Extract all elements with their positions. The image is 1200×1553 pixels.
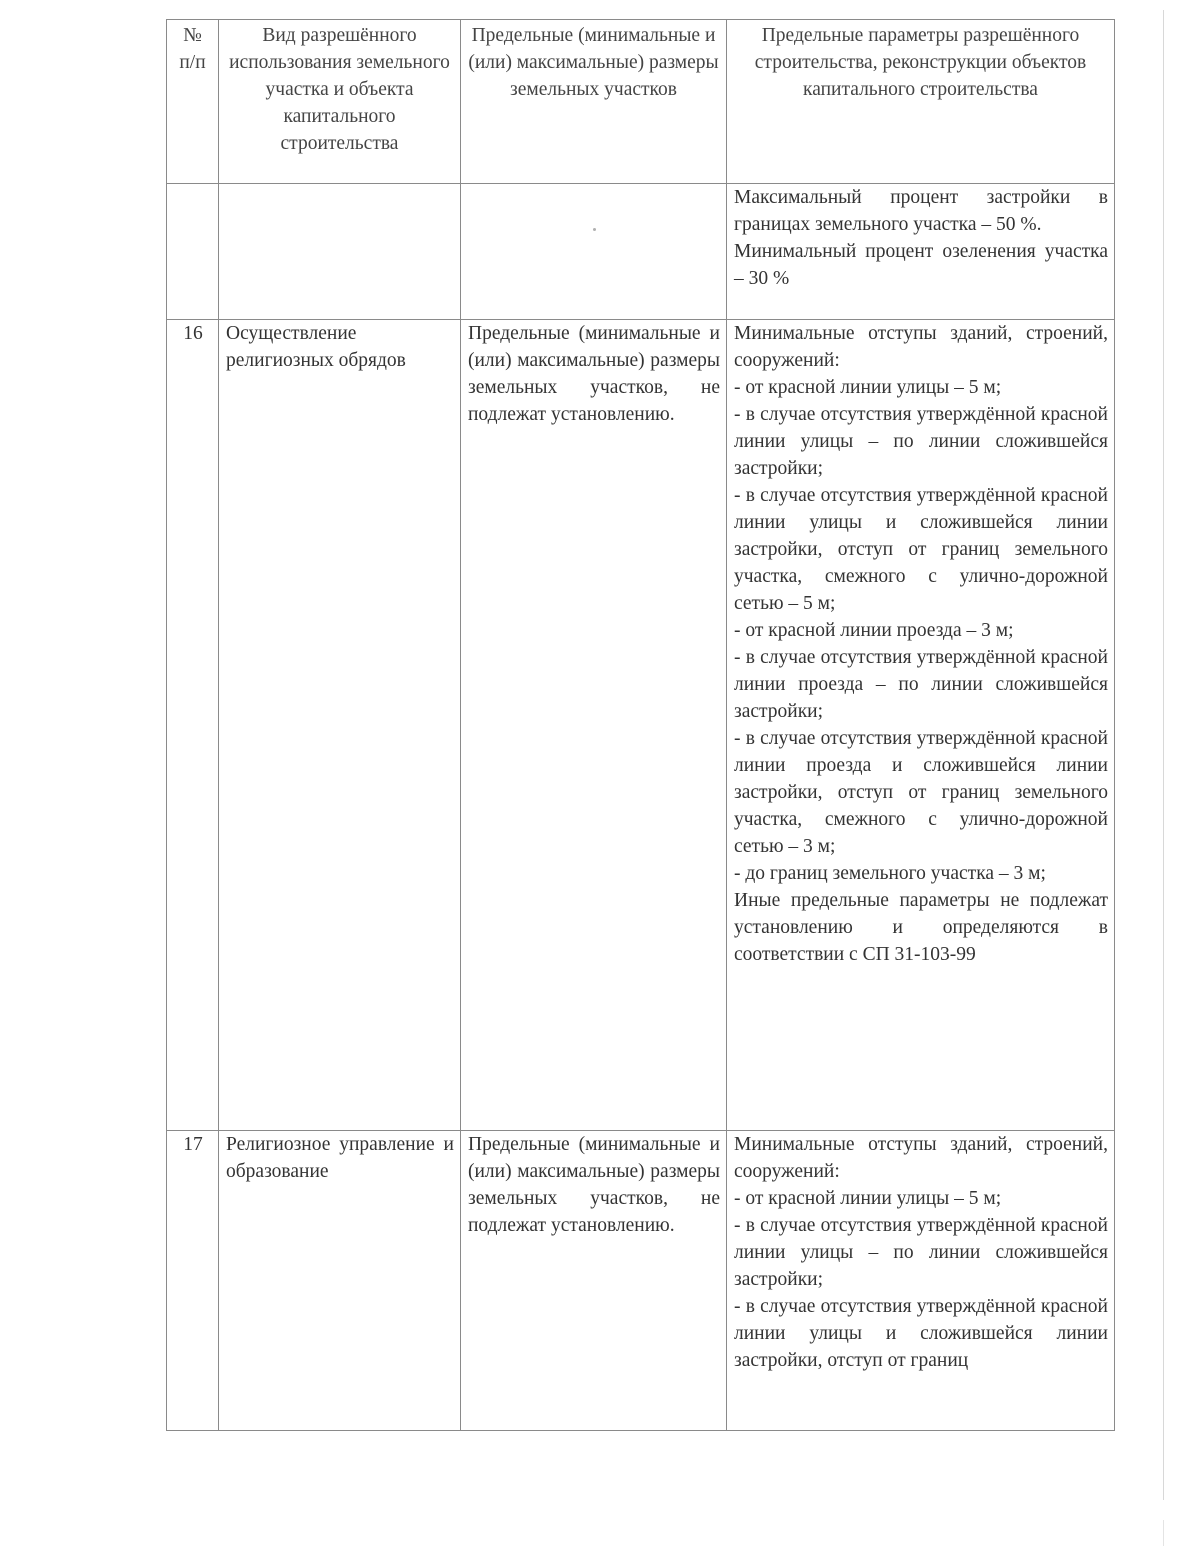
param-line: - от красной линии улицы – 5 м; bbox=[734, 377, 1002, 398]
cell-params bbox=[727, 1131, 1115, 1431]
regulations-table bbox=[166, 19, 1115, 1431]
header-num: № п/п bbox=[167, 20, 219, 184]
param-line: Минимальные отступы зданий, строений, сооружений: bbox=[734, 323, 1108, 371]
header-plot-sizes: Предельные (минимальные и (или) максимальные) размеры земельных участков bbox=[461, 20, 727, 184]
cell-use-type: Религиозное управление и образование bbox=[219, 1131, 461, 1431]
param-line: - в случае отсутствия утверждённой красной линии улицы – по линии сложившейся застройки; bbox=[734, 1215, 1108, 1290]
param-line: Максимальный процент застройки в границах земельного участка – 50 %. bbox=[734, 187, 1108, 235]
scan-edge-line bbox=[1163, 1520, 1164, 1546]
scan-edge-line bbox=[1163, 10, 1164, 1500]
table-header-row bbox=[167, 20, 1115, 184]
cell-use-type: Осуществление религиозных обрядов bbox=[219, 320, 461, 1131]
param-line: Иные предельные параметры не подлежат установлению и определяются в соответствии с СП 31-103-99 bbox=[734, 890, 1108, 965]
header-params: Предельные параметры разрешённого строительства, реконструкции объектов капитального строительства bbox=[727, 20, 1115, 184]
cell-num bbox=[167, 184, 219, 320]
table-row-continuation bbox=[167, 184, 1115, 320]
table-row bbox=[167, 1131, 1115, 1431]
param-line: Минимальные отступы зданий, строений, сооружений: bbox=[734, 1134, 1108, 1182]
table-row bbox=[167, 320, 1115, 1131]
cell-params bbox=[727, 184, 1115, 320]
cell-plot-sizes bbox=[461, 184, 727, 320]
param-line: - от красной линии улицы – 5 м; bbox=[734, 1188, 1002, 1209]
cell-plot-sizes: Предельные (минимальные и (или) максимальные) размеры земельных участков, не подлежат установлению. bbox=[461, 320, 727, 1131]
param-line: - в случае отсутствия утверждённой красной линии улицы и сложившейся линии застройки, отступ от границ земельного участка, смежного с улично-дорожной сетью – 5 м; bbox=[734, 485, 1108, 614]
param-line: Минимальный процент озеленения участка – 30 % bbox=[734, 241, 1108, 289]
param-line: - от красной линии проезда – 3 м; bbox=[734, 620, 1014, 641]
param-line: - в случае отсутствия утверждённой красной линии улицы и сложившейся линии застройки, отступ от границ bbox=[734, 1296, 1108, 1371]
cell-num: 17 bbox=[167, 1131, 219, 1431]
cell-plot-sizes: Предельные (минимальные и (или) максимальные) размеры земельных участков, не подлежат установлению. bbox=[461, 1131, 727, 1431]
scan-dot bbox=[593, 228, 596, 231]
cell-params bbox=[727, 320, 1115, 1131]
param-line: - в случае отсутствия утверждённой красной линии проезда – по линии сложившейся застройки; bbox=[734, 647, 1108, 722]
param-line: - в случае отсутствия утверждённой красной линии улицы – по линии сложившейся застройки; bbox=[734, 404, 1108, 479]
header-use-type: Вид разрешённого использования земельного участка и объекта капитального строительства bbox=[219, 20, 461, 184]
param-line: - до границ земельного участка – 3 м; bbox=[734, 863, 1046, 884]
cell-num: 16 bbox=[167, 320, 219, 1131]
cell-use-type bbox=[219, 184, 461, 320]
param-line: - в случае отсутствия утверждённой красной линии проезда и сложившейся линии застройки, отступ от границ земельного участка, смежного с улично-дорожной сетью – 3 м; bbox=[734, 728, 1108, 857]
